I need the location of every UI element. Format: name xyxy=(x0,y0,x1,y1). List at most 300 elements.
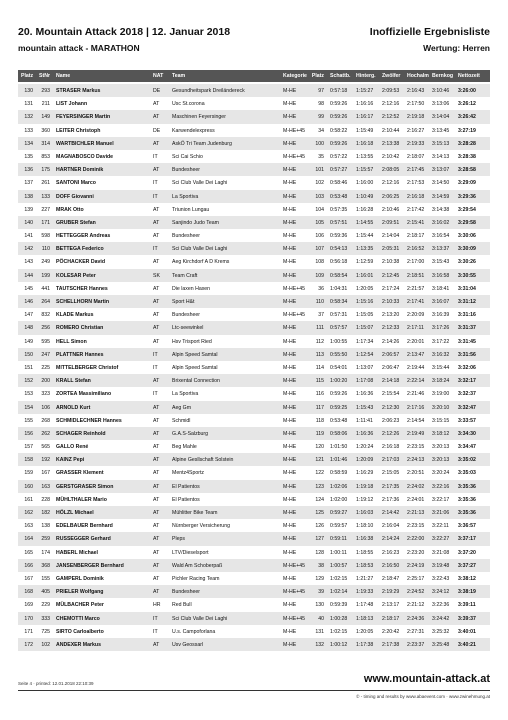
cell-nettozeit: 3:34:30 xyxy=(458,430,476,437)
cell-stnr: 171 xyxy=(41,219,50,226)
cell-platz: 154 xyxy=(24,404,33,411)
cell-nettozeit: 3:32:06 xyxy=(458,364,476,371)
cell-stnr: 405 xyxy=(41,589,50,596)
cell-split-2: 1:16:36 xyxy=(356,391,374,398)
cell-kategorie: M-HE xyxy=(283,417,297,424)
cell-team: Karwendelexpress xyxy=(172,127,215,134)
cell-split-1: 1:00:20 xyxy=(330,378,348,385)
cell-stnr: 106 xyxy=(41,404,50,411)
cell-nettozeit: 3:33:57 xyxy=(458,417,476,424)
cell-team: Red Bull xyxy=(172,602,192,609)
cell-split-3: 2:06:25 xyxy=(382,193,400,200)
cell-split-2: 1:16:29 xyxy=(356,470,374,477)
cell-kat-platz: 105 xyxy=(315,219,324,226)
cell-split-4: 2:20:09 xyxy=(407,312,425,319)
cell-kategorie: M-HE xyxy=(283,259,297,266)
cell-nettozeit: 3:37:17 xyxy=(458,536,476,543)
cell-kategorie: M-HE xyxy=(283,470,297,477)
cell-split-3: 2:16:23 xyxy=(382,549,400,556)
cell-team: Schmidl xyxy=(172,417,191,424)
cell-kat-platz: 123 xyxy=(315,483,324,490)
cell-kategorie: M-HE xyxy=(283,430,297,437)
cell-nat: AT xyxy=(153,114,160,121)
cell-kategorie: M-HE xyxy=(283,391,297,398)
cell-split-4: 2:19:33 xyxy=(407,140,425,147)
table-row xyxy=(18,480,490,493)
table-row xyxy=(18,282,490,295)
table-row xyxy=(18,203,490,216)
cell-split-1: 0:55:50 xyxy=(330,351,348,358)
cell-kategorie: M-HE xyxy=(283,510,297,516)
cell-split-5: 3:14:04 xyxy=(432,114,450,121)
cell-kat-platz: 100 xyxy=(315,140,324,147)
cell-split-2: 1:16:01 xyxy=(356,272,374,279)
table-row xyxy=(18,585,490,598)
cell-split-4: 2:24:19 xyxy=(407,562,425,569)
cell-split-1: 0:54:13 xyxy=(330,246,348,253)
cell-kategorie: M-HE xyxy=(283,404,297,411)
cell-nat: AT xyxy=(153,325,160,332)
cell-platz: 155 xyxy=(24,417,33,424)
col-nettozeit: Nettozeit xyxy=(458,73,480,79)
col-split-3: Zwölfer xyxy=(382,73,401,79)
cell-split-4: 2:14:54 xyxy=(407,417,425,424)
cell-team: G.A.S-Salzburg xyxy=(172,430,209,437)
cell-split-4: 2:17:53 xyxy=(407,180,425,187)
cell-nettozeit: 3:28:38 xyxy=(458,153,476,160)
cell-nat: AT xyxy=(153,549,160,556)
cell-stnr: 225 xyxy=(41,364,50,371)
cell-nat: DE xyxy=(153,88,161,94)
cell-split-2: 1:10:49 xyxy=(356,193,374,200)
cell-split-4: 2:17:00 xyxy=(407,259,425,266)
cell-nat: AT xyxy=(153,404,160,411)
cell-nettozeit: 3:31:56 xyxy=(458,351,476,358)
cell-name: RUSSEGGER Gerhard xyxy=(56,536,111,543)
cell-name: MAGNABOSCO Davide xyxy=(56,153,114,160)
cell-platz: 170 xyxy=(24,615,33,622)
cell-split-1: 0:57:27 xyxy=(330,167,348,174)
cell-split-1: 0:59:39 xyxy=(330,602,348,609)
cell-split-5: 3:22:11 xyxy=(432,523,449,530)
table-row xyxy=(18,335,490,348)
cell-kategorie: M-HE xyxy=(283,378,297,385)
cell-nat: AT xyxy=(153,259,160,266)
cell-name: EDELBAUER Bernhard xyxy=(56,523,113,530)
cell-platz: 131 xyxy=(24,101,33,108)
cell-split-2: 1:18:10 xyxy=(356,523,374,530)
cell-split-5: 3:15:15 xyxy=(432,417,450,424)
table-row xyxy=(18,308,490,321)
cell-split-1: 0:59:25 xyxy=(330,404,348,411)
cell-split-2: 1:16:38 xyxy=(356,536,374,543)
cell-stnr: 598 xyxy=(41,233,50,240)
cell-split-4: 2:23:37 xyxy=(407,641,425,648)
cell-platz: 149 xyxy=(24,338,33,345)
table-row xyxy=(18,519,490,532)
cell-split-5: 3:16:58 xyxy=(432,272,450,279)
cell-split-4: 2:17:42 xyxy=(407,206,425,213)
cell-nat: AT xyxy=(153,444,160,451)
cell-split-2: 1:16:03 xyxy=(356,510,374,516)
cell-platz: 160 xyxy=(24,483,33,490)
cell-nat: AT xyxy=(153,299,160,305)
cell-nettozeit: 3:31:45 xyxy=(458,338,476,345)
cell-split-5: 3:13:45 xyxy=(432,127,450,134)
cell-name: SCHAGER Reinhold xyxy=(56,430,106,437)
cell-kat-platz: 36 xyxy=(318,285,324,292)
cell-split-5: 3:14:13 xyxy=(432,153,450,160)
cell-split-4: 2:17:45 xyxy=(407,167,425,174)
cell-split-4: 2:18:51 xyxy=(407,272,425,279)
cell-split-5: 3:14:59 xyxy=(432,193,450,200)
cell-kat-platz: 39 xyxy=(318,589,324,596)
cell-split-4: 2:16:52 xyxy=(407,246,425,253)
cell-split-3: 2:10:46 xyxy=(382,206,400,213)
cell-stnr: 323 xyxy=(41,391,50,398)
col-split-4: Hochalm xyxy=(407,73,429,79)
col-name: Name xyxy=(56,73,71,79)
cell-split-2: 1:13:07 xyxy=(356,364,374,371)
cell-team: Gesundheitspark Dreiländereck xyxy=(172,88,245,94)
cell-kat-platz: 117 xyxy=(315,404,324,411)
cell-kat-platz: 124 xyxy=(315,496,324,503)
cell-split-4: 2:24:13 xyxy=(407,457,425,464)
table-row xyxy=(18,242,490,255)
cell-split-4: 2:22:00 xyxy=(407,536,425,543)
cell-split-2: 1:18:55 xyxy=(356,549,374,556)
cell-split-4: 2:18:17 xyxy=(407,233,425,240)
cell-split-2: 1:17:08 xyxy=(356,378,374,385)
cell-nettozeit: 3:27:19 xyxy=(458,127,476,134)
cell-split-5: 3:24:12 xyxy=(432,589,450,596)
cell-split-5: 3:16:54 xyxy=(432,233,450,240)
cell-nat: AT xyxy=(153,589,160,596)
cell-split-1: 0:57:31 xyxy=(330,312,348,319)
cell-kategorie: M-HE xyxy=(283,180,297,187)
cell-platz: 137 xyxy=(24,180,33,187)
cell-split-4: 2:17:16 xyxy=(407,404,425,411)
cell-split-4: 2:22:14 xyxy=(407,378,425,385)
cell-stnr: 268 xyxy=(41,417,50,424)
cell-nettozeit: 3:30:26 xyxy=(458,259,476,266)
cell-split-3: 2:17:36 xyxy=(382,496,400,503)
cell-split-2: 1:13:55 xyxy=(356,153,374,160)
cell-split-4: 2:27:31 xyxy=(407,628,425,635)
cell-split-1: 1:00:12 xyxy=(330,641,348,648)
cell-name: MITTELBERGER Christof xyxy=(56,364,119,371)
site-brand: www.mountain-attack.at xyxy=(363,673,490,685)
cell-kat-platz: 109 xyxy=(315,272,324,279)
cell-nat: IT xyxy=(153,180,158,187)
cell-split-4: 2:15:41 xyxy=(407,219,425,226)
cell-kategorie: M-HE xyxy=(283,483,297,490)
cell-team: Sci Club Valle Dei Laghi xyxy=(172,180,228,187)
cell-name: KAINZ Pepi xyxy=(56,457,85,464)
cell-kat-platz: 110 xyxy=(315,299,324,305)
cell-name: STRASER Markus xyxy=(56,88,101,94)
cell-name: KOLESAR Peter xyxy=(56,272,96,279)
cell-nettozeit: 3:32:47 xyxy=(458,404,476,411)
table-row xyxy=(18,506,490,519)
cell-team: Team Craft xyxy=(172,272,198,279)
cell-split-3: 2:12:30 xyxy=(382,404,400,411)
cell-nettozeit: 3:35:36 xyxy=(458,483,476,490)
cell-kat-platz: 116 xyxy=(315,391,324,398)
cell-split-4: 2:20:01 xyxy=(407,338,425,345)
cell-stnr: 110 xyxy=(41,246,50,253)
cell-nettozeit: 3:30:55 xyxy=(458,272,476,279)
cell-stnr: 211 xyxy=(41,101,50,108)
cell-split-3: 2:16:18 xyxy=(382,444,400,451)
cell-split-5: 3:18:41 xyxy=(432,285,450,292)
cell-split-5: 3:20:13 xyxy=(432,444,450,451)
cell-nettozeit: 3:29:58 xyxy=(458,219,476,226)
cell-name: MRAK Otto xyxy=(56,206,84,213)
cell-nat: AT xyxy=(153,338,160,345)
cell-kat-platz: 98 xyxy=(318,101,324,108)
cell-split-2: 1:17:38 xyxy=(356,641,374,648)
cell-split-4: 2:17:41 xyxy=(407,299,425,305)
cell-nat: AT xyxy=(153,457,160,464)
cell-split-4: 2:20:51 xyxy=(407,470,425,477)
cell-split-5: 3:20:10 xyxy=(432,404,450,411)
cell-nat: AT xyxy=(153,510,160,516)
cell-split-2: 1:16:36 xyxy=(356,430,374,437)
cell-kat-platz: 115 xyxy=(315,378,324,385)
cell-split-1: 0:57:51 xyxy=(330,219,348,226)
table-row xyxy=(18,229,490,242)
cell-stnr: 853 xyxy=(41,153,50,160)
cell-split-5: 3:25:48 xyxy=(432,641,450,648)
col-kategorie: Kategorie xyxy=(283,73,307,79)
table-row xyxy=(18,625,490,638)
cell-nat: AT xyxy=(153,430,160,437)
cell-stnr: 133 xyxy=(41,193,50,200)
col-stnr: StNr xyxy=(39,73,50,79)
cell-split-5: 3:16:39 xyxy=(432,312,450,319)
cell-split-4: 2:24:52 xyxy=(407,589,425,596)
results-table xyxy=(18,84,490,651)
cell-split-5: 3:16:07 xyxy=(432,299,450,305)
cell-split-5: 3:13:06 xyxy=(432,101,450,108)
cell-platz: 146 xyxy=(24,299,33,305)
cell-split-2: 1:19:18 xyxy=(356,483,374,490)
cell-nat: IT xyxy=(153,615,158,622)
cell-kat-platz: 126 xyxy=(315,523,324,530)
cell-platz: 136 xyxy=(24,167,33,174)
col-team: Team xyxy=(172,73,186,79)
cell-platz: 164 xyxy=(24,536,33,543)
table-row xyxy=(18,414,490,427)
cell-split-5: 3:18:24 xyxy=(432,378,450,385)
cell-split-2: 1:15:27 xyxy=(356,88,374,94)
cell-team: Pleps xyxy=(172,536,185,543)
cell-split-5: 3:19:48 xyxy=(432,562,450,569)
cell-platz: 152 xyxy=(24,378,33,385)
table-row xyxy=(18,163,490,176)
cell-split-3: 2:13:17 xyxy=(382,602,400,609)
cell-split-3: 2:10:44 xyxy=(382,127,400,134)
cell-team: Wald Am Schoberpaß xyxy=(172,562,223,569)
cell-split-1: 0:58:59 xyxy=(330,470,348,477)
cell-kategorie: M-HE xyxy=(283,167,297,174)
cell-kategorie: M-HE xyxy=(283,219,297,226)
cell-team: Triunion Lungau xyxy=(172,206,210,213)
cell-stnr: 138 xyxy=(41,523,50,530)
table-row xyxy=(18,572,490,585)
cell-name: SCHELLHORN Martin xyxy=(56,299,110,305)
cell-nat: AT xyxy=(153,285,160,292)
cell-split-4: 2:18:07 xyxy=(407,153,425,160)
cell-split-3: 2:17:03 xyxy=(382,457,400,464)
cell-kategorie: M-HE+45 xyxy=(283,312,306,319)
cell-platz: 133 xyxy=(24,127,33,134)
cell-kategorie: M-HE xyxy=(283,272,297,279)
cell-split-5: 3:21:08 xyxy=(432,549,450,556)
cell-split-4: 2:21:57 xyxy=(407,285,425,292)
col-nat: NAT xyxy=(153,73,164,79)
cell-split-5: 3:14:38 xyxy=(432,206,450,213)
table-row xyxy=(18,546,490,559)
cell-split-2: 1:15:07 xyxy=(356,325,374,332)
cell-stnr: 155 xyxy=(41,575,50,582)
table-row xyxy=(18,374,490,387)
cell-team: Sci Club Valle Dei Laghi xyxy=(172,615,228,622)
cell-nat: IT xyxy=(153,193,158,200)
cell-stnr: 595 xyxy=(41,338,50,345)
cell-stnr: 163 xyxy=(41,483,50,490)
table-row xyxy=(18,598,490,611)
cell-team: Ltc-seewinkel xyxy=(172,325,204,332)
cell-nettozeit: 3:37:27 xyxy=(458,562,476,569)
cell-kategorie: M-HE xyxy=(283,602,297,609)
cell-split-2: 1:20:24 xyxy=(356,444,374,451)
cell-nat: AT xyxy=(153,470,160,477)
cell-split-4: 2:17:11 xyxy=(407,325,424,332)
cell-nat: IT xyxy=(153,246,158,253)
cell-kat-platz: 118 xyxy=(315,417,324,424)
cell-split-1: 1:01:50 xyxy=(330,444,348,451)
cell-split-1: 1:02:00 xyxy=(330,496,348,503)
cell-nat: AT xyxy=(153,233,160,240)
cell-team: LTV/Dieselsport xyxy=(172,549,209,556)
cell-stnr: 200 xyxy=(41,378,50,385)
cell-split-1: 0:59:26 xyxy=(330,114,348,121)
cell-split-5: 3:22:36 xyxy=(432,602,450,609)
cell-name: MÜLBACHER Peter xyxy=(56,602,104,609)
cell-team: U.s. Campoforlana xyxy=(172,628,216,635)
cell-team: Bundesheer xyxy=(172,589,200,596)
cell-name: HABERL Michael xyxy=(56,549,98,556)
cell-kategorie: M-HE xyxy=(283,299,297,305)
table-row xyxy=(18,110,490,123)
cell-team: Beg Mahle xyxy=(172,444,197,451)
table-row xyxy=(18,387,490,400)
cell-stnr: 441 xyxy=(41,285,50,292)
table-row xyxy=(18,453,490,466)
table-row xyxy=(18,137,490,150)
cell-name: GRASSER Klement xyxy=(56,470,104,477)
table-row xyxy=(18,190,490,203)
cell-split-3: 2:18:47 xyxy=(382,575,400,582)
cell-kat-platz: 34 xyxy=(318,127,324,134)
cell-split-4: 2:23:15 xyxy=(407,444,425,451)
cell-split-2: 1:19:12 xyxy=(356,496,374,503)
cell-split-2: 1:16:16 xyxy=(356,101,374,108)
cell-kat-platz: 38 xyxy=(318,562,324,569)
cell-split-5: 3:13:37 xyxy=(432,246,450,253)
cell-nettozeit: 3:38:12 xyxy=(458,575,476,582)
cell-split-5: 3:20:13 xyxy=(432,457,450,464)
cell-split-1: 0:56:18 xyxy=(330,259,348,266)
cell-split-1: 0:59:36 xyxy=(330,233,348,240)
cell-split-2: 1:15:57 xyxy=(356,167,374,174)
cell-kat-platz: 40 xyxy=(318,615,324,622)
cell-split-1: 1:04:31 xyxy=(330,285,348,292)
cell-stnr: 229 xyxy=(41,602,50,609)
cell-stnr: 149 xyxy=(41,114,50,121)
col-split-5: Bernkog xyxy=(432,73,454,79)
cell-split-3: 2:19:29 xyxy=(382,589,400,596)
cell-name: MÜHLTHALER Mario xyxy=(56,496,107,503)
cell-split-3: 2:14:42 xyxy=(382,510,400,516)
cell-nat: IT xyxy=(153,628,158,635)
cell-kat-platz: 131 xyxy=(315,628,324,635)
cell-platz: 168 xyxy=(24,589,33,596)
cell-platz: 172 xyxy=(24,641,33,648)
cell-split-5: 3:22:17 xyxy=(432,496,450,503)
cell-nettozeit: 3:26:12 xyxy=(458,101,476,108)
cell-kat-platz: 119 xyxy=(315,430,324,437)
cell-kategorie: M-HE xyxy=(283,338,297,345)
cell-team: Usv Geossarl xyxy=(172,641,204,648)
cell-split-4: 2:21:13 xyxy=(407,510,425,516)
cell-split-3: 2:10:42 xyxy=(382,153,400,160)
cell-nat: AT xyxy=(153,641,160,648)
cell-platz: 148 xyxy=(24,325,33,332)
cell-kat-platz: 99 xyxy=(318,114,324,121)
cell-team: Mentz4Sportz xyxy=(172,470,205,477)
cell-kat-platz: 130 xyxy=(315,602,324,609)
cell-split-1: 0:57:22 xyxy=(330,153,348,160)
event-title: 20. Mountain Attack 2018 | 12. Januar 2018 xyxy=(18,26,231,38)
cell-name: HÖLZL Michael xyxy=(56,510,94,516)
cell-kat-platz: 112 xyxy=(315,338,324,345)
cell-team: Bundesheer xyxy=(172,233,200,240)
cell-split-2: 1:11:41 xyxy=(356,417,373,424)
footer-divider xyxy=(18,690,490,691)
cell-kategorie: M-HE xyxy=(283,536,297,543)
cell-nettozeit: 3:26:42 xyxy=(458,114,476,121)
cell-platz: 163 xyxy=(24,523,33,530)
cell-split-4: 2:16:27 xyxy=(407,127,425,134)
cell-split-3: 2:06:47 xyxy=(382,364,400,371)
cell-kategorie: M-HE xyxy=(283,88,297,94)
table-row xyxy=(18,176,490,189)
cell-nat: AT xyxy=(153,167,160,174)
cell-kategorie: M-HE xyxy=(283,325,297,332)
cell-team: El Patientos xyxy=(172,483,200,490)
report-header xyxy=(18,26,490,53)
cell-platz: 130 xyxy=(24,88,33,94)
table-row xyxy=(18,97,490,110)
cell-split-1: 1:01:46 xyxy=(330,457,348,464)
cell-stnr: 293 xyxy=(41,88,50,94)
cell-split-1: 0:57:57 xyxy=(330,325,348,332)
cell-stnr: 182 xyxy=(41,510,50,516)
cell-team: Usc St.corona xyxy=(172,101,205,108)
